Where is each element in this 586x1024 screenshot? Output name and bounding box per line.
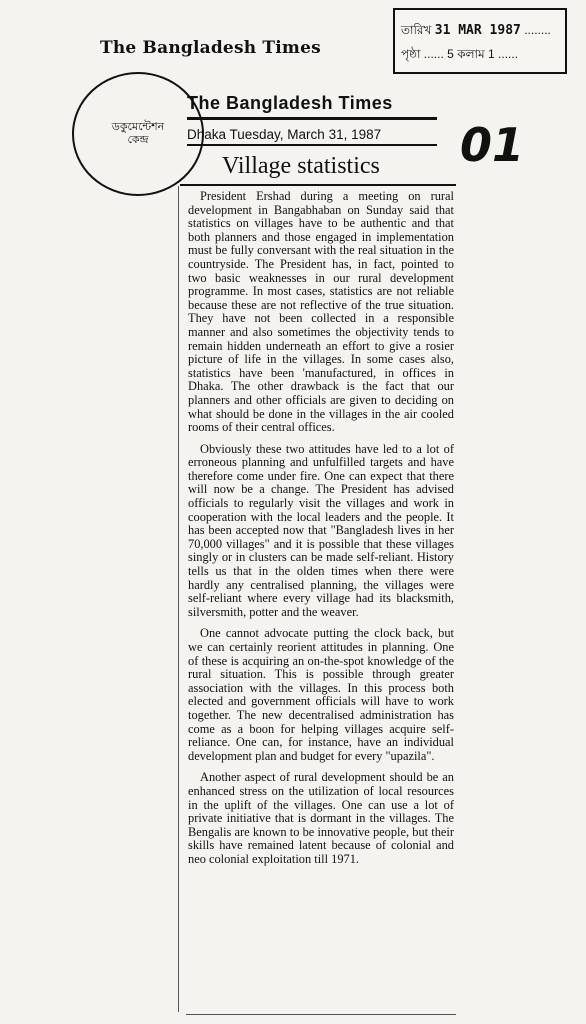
column-left-rule (178, 186, 179, 1012)
article-paragraph: Another aspect of rural development should be an enhanced stress on the utilization of local resources in the uplift of the villages. One can use a lot of private initiative that is dormant in the villages. The Bengalis are known to be innovative people, but their skills have remained latent because of colonial and neo colonial exploitation till 1971. (188, 770, 454, 866)
reference-number: 01 (460, 118, 525, 172)
article-paragraph: One cannot advocate putting the clock back, but we can certainly reorient attitudes in planning. One of these is acquiring an on-the-spot knowledge of the rural situation. This is possible through greater association with the villages. In this process both elected and government officials will have to work together. The new decentralised administration has come as a boon for helping villages acquire self-reliance. One can, for instance, have an individual development plan and budget for every "upazila". (188, 626, 454, 763)
paper-name-handwritten: The Bangladesh Times (100, 38, 321, 58)
stamp-date-value: 31 MAR 1987 (434, 23, 521, 38)
documentation-seal (72, 72, 204, 196)
stamp-column-label: কলাম (457, 47, 485, 61)
headline: Village statistics (222, 153, 380, 179)
headline-rule (180, 184, 456, 186)
stamp-date-row: তারিখ 31 MAR 1987 ........ (401, 23, 551, 38)
stamp-date-label: তারিখ (401, 23, 432, 37)
filing-stamp (393, 8, 567, 74)
article-bottom-rule (186, 1014, 456, 1015)
article-paragraph: Obviously these two attitudes have led to a lot of erroneous planning and unfulfilled targets and have therefore come under fire. One can expect that there will now be a change. The President has advised officials to regularly visit the villages and work in cooperation with the local leaders and the people. It has been accepted now that "Bangladesh lives in her 70,000 villages" and it is possible that these villages singly or in clusters can be made self-reliant. History tells us that in the olden times when there were hardly any centralised planning, the villages were self-reliant where every village had its blacksmith, silversmith, potter and the weaver. (188, 441, 454, 619)
article-paragraph: President Ershad during a meeting on rural development in Bangabhaban on Sunday said that statistics on villages have to be authentic and that both planners and those engaged in implementation must be fully conversant with the real situation in the countryside. The President has, in fact, pointed to two basic weaknesses in our rural development programme. In most cases, statistics are not reliable because these are not reflective of the true situation. They have not been collected in a responsible manner and also sometimes the objectivity tends to remain hidden underneath an effort to give a rosier picture of life in the villages. In some cases also, statistics have been 'manufactured, in offices in Dhaka. The other drawback is the fact that our planners and other officials are given to deciding on what should be done in the villages in the air cooled rooms of their central offices. (188, 189, 454, 435)
dateline: Dhaka Tuesday, March 31, 1987 (187, 127, 437, 146)
masthead: The Bangladesh Times (187, 93, 437, 120)
stamp-page-value: 5 (447, 47, 454, 61)
article-body (188, 190, 454, 867)
stamp-page-label: পৃষ্ঠা (401, 47, 421, 61)
stamp-page-row: পৃষ্ঠা ...... 5 কলাম 1 ...... (401, 47, 519, 61)
stamp-column-value: 1 (488, 47, 495, 61)
seal-text: ডকুমেন্টেশন কেন্দ্র (111, 120, 165, 146)
